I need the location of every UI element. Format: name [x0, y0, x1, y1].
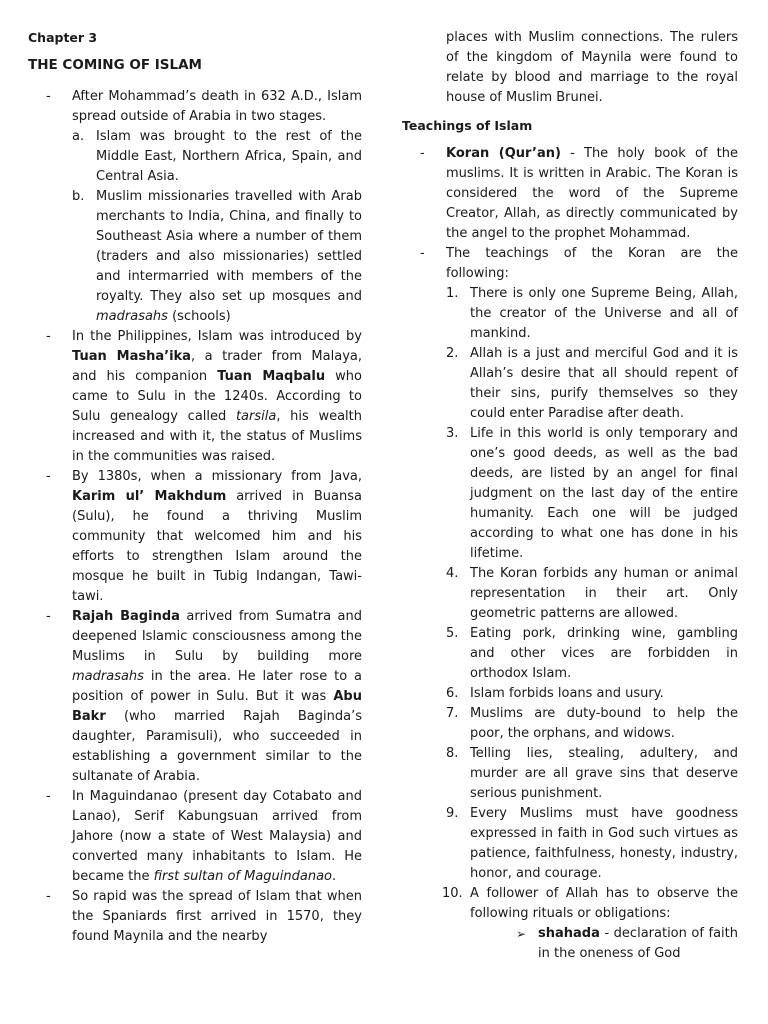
teaching-item: 5. Eating pork, drinking wine, gambling and other vices are forbidden in orthodox Islam. — [446, 626, 738, 681]
teaching-item: 9. Every Muslims must have goodness expressed in faith in God such virtues as patience, faithfulness, honesty, industry, honor, and courage. — [446, 806, 738, 881]
dash-marker: - — [46, 469, 51, 484]
bullet-koran: - Koran (Qur’an) - The holy book of the muslims. It is written in Arabic. The Koran is considered the word of the Supreme Creator, Allah, as directly communicated by the angel to the prophet Mohammad. — [420, 146, 738, 241]
sub-item-b: b. Muslim missionaries travelled with Arab merchants to India, China, and finally to Southeast Asia where a number of them (traders and also missionaries) settled and intermarried with members of the royalty. They also set up mosques and madrasahs (schools) — [72, 189, 362, 324]
bullet-karim: - By 1380s, when a missionary from Java, Karim ul’ Makhdum arrived in Buansa (Sulu), he found a thriving Muslim community that welcomed him and his efforts to strengthen Islam around the mosque he built in Tubig Indangan, Tawi-tawi. — [46, 469, 362, 604]
bullet-rapid-spread: - So rapid was the spread of Islam that when the Spaniards first arrived in 1570, they found Maynila and the nearby — [46, 889, 362, 944]
teaching-item: 3. Life in this world is only temporary and one’s good deeds, as well as the bad deeds, are listed by an angel for final judgment on the last day of the entire humanity. Each one will be judged according to what one has done in his lifetime. — [446, 426, 738, 561]
bullet-maguindanao: - In Maguindanao (present day Cotabato and Lanao), Serif Kabungsuan arrived from Jahore (now a state of West Malaysia) and converted many inhabitants to Islam. He became the first sultan of Maguindanao. — [46, 789, 362, 884]
teaching-item: 7. Muslims are duty-bound to help the poor, the orphans, and widows. — [446, 706, 738, 741]
section-heading: Teachings of Islam — [402, 118, 533, 133]
chapter-title: THE COMING OF ISLAM — [28, 57, 202, 73]
obligations-list — [446, 924, 738, 964]
teaching-item: 2. Allah is a just and merciful God and it is Allah’s desire that all should repent of their sins, purify themselves so they could enter Paradise after death. — [446, 346, 738, 421]
dash-marker: - — [46, 889, 51, 904]
dash-marker: - — [46, 609, 51, 624]
continued-paragraph: places with Muslim connections. The rulers of the kingdom of Maynila were found to relate by blood and marriage to the royal house of Muslim Brunei. — [446, 30, 738, 105]
sub-item-a: a. Islam was brought to the rest of the Middle East, Northern Africa, Spain, and Central Asia. — [72, 129, 362, 184]
teaching-item: 6. Islam forbids loans and usury. — [446, 686, 664, 701]
teaching-item: 1. There is only one Supreme Being, Allah, the creator of the Universe and all of mankind. — [446, 286, 738, 341]
right-body — [402, 144, 738, 964]
arrow-bullet-icon: ➢ — [516, 927, 527, 941]
dash-marker: - — [46, 329, 51, 344]
dash-marker: - — [420, 146, 425, 161]
dash-marker: - — [46, 789, 51, 804]
bullet-spread-of-islam: - After Mohammad’s death in 632 A.D., Islam spread outside of Arabia in two stages. a. Islam was brought to the rest of the Middle East, Northern Africa, Spain, and Central Asia. b. Muslim missionaries travelled with Arab merchants to India, China, and finally to Southeast Asia where a number of them (traders and also missionaries) settled and intermarried with members of the royalty. They also set up mosques and madrasahs (schools) — [28, 87, 362, 327]
chapter-label: Chapter 3 — [28, 30, 98, 45]
bullet-rajah-baginda: - Rajah Baginda arrived from Sumatra and deepened Islamic consciousness among the Muslims in Sulu by building more madrasahs in the area. He later rose to a position of power in Sulu. But it was Abu Bakr (who married Rajah Baginda’s daughter, Paramisuli), who succeeded in establishing a government similar to the sultanate of Arabia. — [46, 609, 363, 784]
dash-marker: - — [46, 89, 51, 104]
teaching-item: 4. The Koran forbids any human or animal representation in their art. Only geometric patterns are allowed. — [446, 566, 738, 621]
teaching-item: 8. Telling lies, stealing, adultery, and murder are all grave sins that deserve serious punishment. — [446, 746, 738, 801]
left-body — [28, 87, 362, 947]
dash-marker: - — [420, 246, 425, 261]
bullet-teachings: - The teachings of the Koran are the following: 1. There is only one Supreme Being, Allah, the creator of the Universe and all of mankind. 2. Allah is a just and merciful God and it is Allah’s desire that all should repent of their sins, purify themselves so they could enter Paradise after death. 3. Life in this world is only temporary and one’s good deeds, as well as the bad deeds, are listed by an angel for final judgment on the last day of the entire humanity. Each one will be judged according to what one has done in his lifetime. 4. The Koran forbids any human or animal representation in their art. Only geometric patterns are allowed. 5. Eating pork, drinking wine, gambling and other vices are forbidden in orthodox Islam. 6. Islam forbids loans and usury. 7. Muslims are duty-bound to help the poor, the orphans, and widows. 8. Telling lies, stealing, adultery, and murder are all grave sins that deserve serious punishment. 9. Every Muslims must have goodness expressed in faith in God such virtues as patience, faithfulness, honesty, industry, honor, and courage. 10. A follower of Allah has to observe the following rituals or obligations: ➢ shahada - declaration of faith in the oneness of God — [402, 244, 738, 964]
teaching-item: 10. A follower of Allah has to observe the following rituals or obligations: — [442, 886, 738, 921]
obligation-item: ➢ shahada - declaration of faith in the oneness of God — [516, 926, 738, 961]
bullet-philippines: - In the Philippines, Islam was introduced by Tuan Masha’ika, a trader from Malaya, and his companion Tuan Maqbalu who came to Sulu in the 1240s. According to Sulu genealogy called tarsila, his wealth increased and with it, the status of Muslims in the communities was raised. — [46, 329, 362, 464]
